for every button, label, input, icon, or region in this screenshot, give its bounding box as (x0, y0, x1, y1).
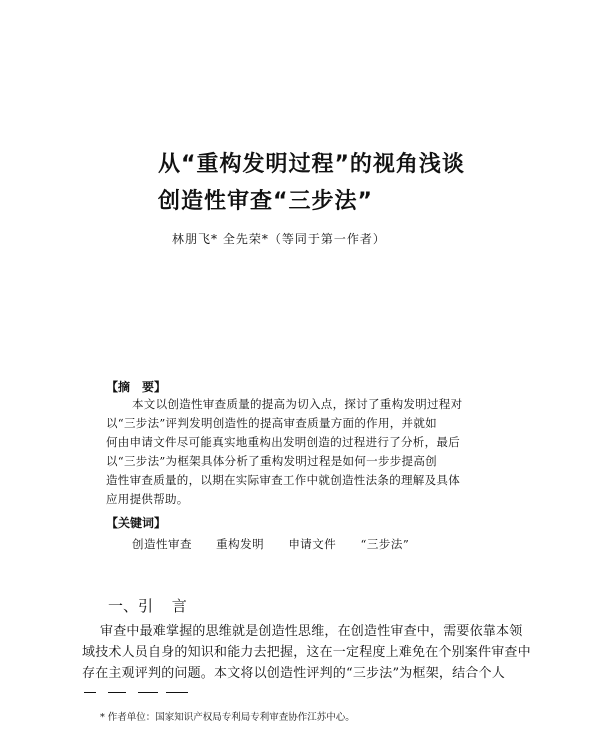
section-number: 一、引 (108, 597, 154, 615)
paper-title-line-1: 从“重构发明过程”的视角浅谈 (158, 152, 465, 177)
footnote-rule (166, 692, 188, 693)
abstract-line: 以“三步法”评判发明创造性的提高审查质量方面的作用，并就如 (106, 416, 437, 430)
paper-title-line-2: 创造性审查“三步法” (158, 189, 373, 214)
abstract-line: 何由申请文件尽可能真实地重构出发明创造的过程进行了分析，最后 (106, 435, 460, 449)
abstract-line: 应用提供帮助。 (106, 492, 189, 506)
keyword: “三步法” (360, 537, 410, 551)
keyword: 创造性审查 (132, 537, 192, 551)
keywords-list (132, 536, 429, 552)
footnote: * 作者单位：国家知识产权局专利局专利审查协作江苏中心。 (100, 712, 355, 723)
body-line: 存在主观评判的问题。本文将以创造性评判的“三步法”为框架，结合个人 (82, 666, 505, 681)
abstract-line: 造性审查质量的，以期在实际审查工作中就创造性法条的理解及具体 (106, 473, 460, 487)
footnote-rule (84, 692, 96, 693)
footnote-rule (108, 692, 126, 693)
keyword: 重构发明 (216, 537, 265, 551)
abstract-label: 【摘 要】 (106, 380, 167, 394)
footnote-rule (138, 692, 158, 693)
abstract-line: 以“三步法”为框架具体分析了重构发明过程是如何一步步提高创 (106, 454, 437, 468)
section-heading (108, 595, 187, 616)
body-line: 域技术人员自身的知识和能力去把握，这在一定程度上难免在个别案件审查中 (82, 645, 531, 660)
section-title: 言 (171, 597, 187, 615)
keywords-label: 【关键词】 (106, 516, 167, 530)
authors: 林朋飞* 全先荣*（等同于第一作者） (172, 232, 386, 246)
abstract-line: 本文以创造性审查质量的提高为切入点，探讨了重构发明过程对 (132, 397, 463, 411)
keyword: 申请文件 (288, 537, 337, 551)
body-line: 审查中最难掌握的思维就是创造性思维，在创造性审查中，需要依靠本领 (100, 624, 523, 639)
